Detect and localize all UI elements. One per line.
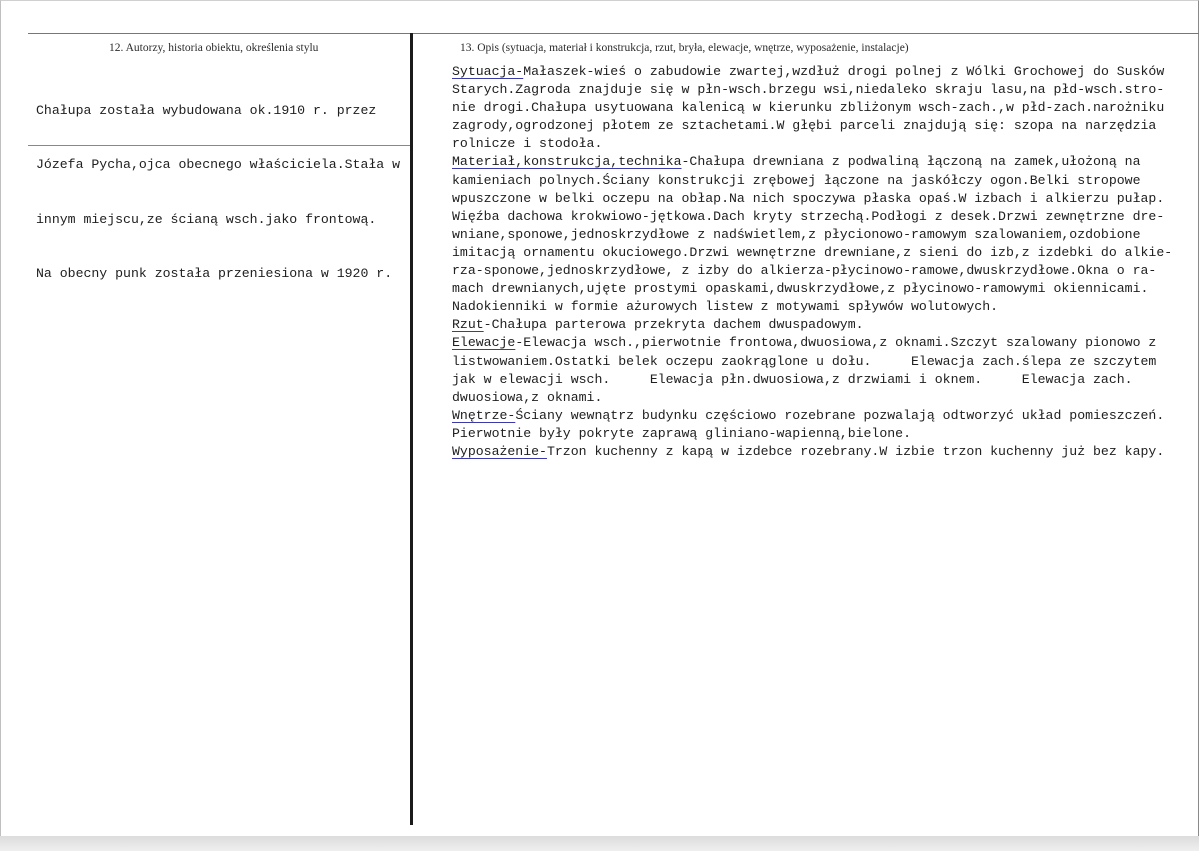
history-line: innym miejscu,ze ścianą wsch.jako frontową. bbox=[36, 211, 377, 227]
section-label: Sytuacja- bbox=[452, 64, 524, 79]
description-line-text: Nadokienniki w formie ażurowych listew z motywami spływów wolutowych. bbox=[452, 299, 999, 315]
right-column-heading: 13. Opis (sytuacja, materiał i konstrukcja, rzut, bryła, elewacje, wnętrze, wyposażenie, instalacje) bbox=[460, 42, 909, 54]
description-line-text: rolnicze i stodoła. bbox=[452, 136, 603, 152]
description-line bbox=[452, 244, 1172, 262]
description-line-text: Trzon kuchenny z kapą w izdebce rozebrany.W izbie trzon kuchenny już bez kapy. bbox=[546, 443, 1165, 459]
description-line-text: -Chałupa parterowa przekryta dachem dwuspadowym. bbox=[483, 317, 864, 333]
section-label: Elewacje bbox=[452, 335, 516, 351]
description-line-text: wpuszczone w belki oczepu na obłap.Na nich spoczywa płaska opaś.W izbach i alkierzu pułap. bbox=[452, 190, 1165, 206]
left-column-heading: 12. Autorzy, historia obiektu, określenia stylu bbox=[109, 42, 319, 54]
description-line-text: Małaszek-wieś o zabudowie zwartej,wzdłuż drogi polnej z Wólki Grochowej do Susków bbox=[523, 64, 1165, 79]
history-line: Na obecny punk została przeniesiona w 1920 r. bbox=[36, 266, 393, 282]
description-text bbox=[452, 63, 1172, 461]
description-line-text: mach drewnianych,ujęte prostymi opaskami,dwuskrzydłowe,z płycinowo-ramowymi okiennicami. bbox=[452, 281, 1149, 297]
section-label: Rzut bbox=[452, 317, 484, 333]
description-line-text: Więźba dachowa krokwiowo-jętkowa.Dach kryty strzechą.Podłogi z desek.Drzwi zewnętrzne dre- bbox=[452, 208, 1165, 224]
description-line bbox=[452, 298, 1172, 316]
paper-bottom-edge bbox=[0, 836, 1199, 851]
history-line: Józefa Pycha,ojca obecnego właściciela.Stała w bbox=[36, 157, 401, 173]
description-line bbox=[452, 81, 1172, 99]
description-line-text: -Chałupa drewniana z podwaliną łączoną na zamek,ułożoną na bbox=[681, 154, 1141, 170]
description-line-text: Ściany wewnątrz budynku częściowo rozebrane pozwalają odtworzyć układ pomieszczeń. bbox=[515, 407, 1165, 423]
description-line bbox=[452, 334, 1172, 352]
history-line: Chałupa została wybudowana ok.1910 r. przez bbox=[36, 103, 377, 119]
description-line bbox=[452, 280, 1172, 298]
description-line bbox=[452, 117, 1172, 135]
description-line bbox=[452, 443, 1172, 461]
description-line-text: dwuosiowa,z oknami. bbox=[452, 389, 603, 405]
description-line-text: Starych.Zagroda znajduje się w płn-wsch.brzegu wsi,niedaleko skraju lasu,na płd-wsch.stro- bbox=[452, 82, 1165, 98]
top-rule bbox=[28, 33, 1199, 34]
description-line bbox=[452, 371, 1172, 389]
description-line bbox=[452, 135, 1172, 153]
column-divider bbox=[410, 33, 413, 825]
section-label: Wyposażenie- bbox=[452, 443, 547, 459]
description-line bbox=[452, 99, 1172, 117]
description-line bbox=[452, 407, 1172, 425]
description-line-text: Pierwotnie były pokryte zaprawą gliniano-wapienną,bielone. bbox=[452, 425, 911, 441]
description-line bbox=[452, 425, 1172, 443]
description-line bbox=[452, 262, 1172, 280]
history-text bbox=[36, 66, 400, 319]
description-line bbox=[452, 353, 1172, 371]
description-line-text: -Elewacja wsch.,pierwotnie frontowa,dwuosiowa,z oknami.Szczyt szalowany pionowo z bbox=[515, 335, 1157, 351]
description-line-text: rza-sponowe,jednoskrzydłowe, z izby do alkierza-płycinowo-ramowe,dwuskrzydłowe.Okna o ra- bbox=[452, 263, 1157, 279]
description-line bbox=[452, 63, 1172, 81]
description-line-text: jak w elewacji wsch. Elewacja płn.dwuosiowa,z drzwiami i oknem. Elewacja zach. bbox=[452, 371, 1133, 387]
description-line bbox=[452, 226, 1172, 244]
description-line bbox=[452, 316, 1172, 334]
description-line-text: kamieniach polnych.Ściany konstrukcji zrębowej łączone na jaskółczy ogon.Belki stropowe bbox=[452, 172, 1141, 188]
description-line bbox=[452, 208, 1172, 226]
description-line bbox=[452, 172, 1172, 190]
description-line-text: imitacją ornamentu okuciowego.Drzwi wewnętrzne drewniane,z sieni do izb,z izdebki do alkie- bbox=[452, 244, 1173, 260]
section-label: Materiał,konstrukcja,technika bbox=[452, 154, 682, 170]
description-line-text: wniane,sponowe,jednoskrzydłowe z nadświetlem,z płycionowo-ramowym szalowaniem,ozdobione bbox=[452, 226, 1141, 242]
description-line bbox=[452, 389, 1172, 407]
description-line bbox=[452, 190, 1172, 208]
description-line-text: nie drogi.Chałupa usytuowana kalenicą w kierunku zbliżonym wsch-zach.,w płd-zach.narożniku bbox=[452, 100, 1165, 116]
description-line-text: zagrody,ogrodzonej płotem ze sztachetami.W głębi parceli znajdują się: szopa na narzędzia bbox=[452, 118, 1157, 134]
description-line bbox=[452, 153, 1172, 171]
description-line-text: listwowaniem.Ostatki belek oczepu zaokrąglone u dołu. Elewacja zach.ślepa ze szczytem bbox=[452, 353, 1157, 369]
section-label: Wnętrze- bbox=[452, 407, 516, 423]
